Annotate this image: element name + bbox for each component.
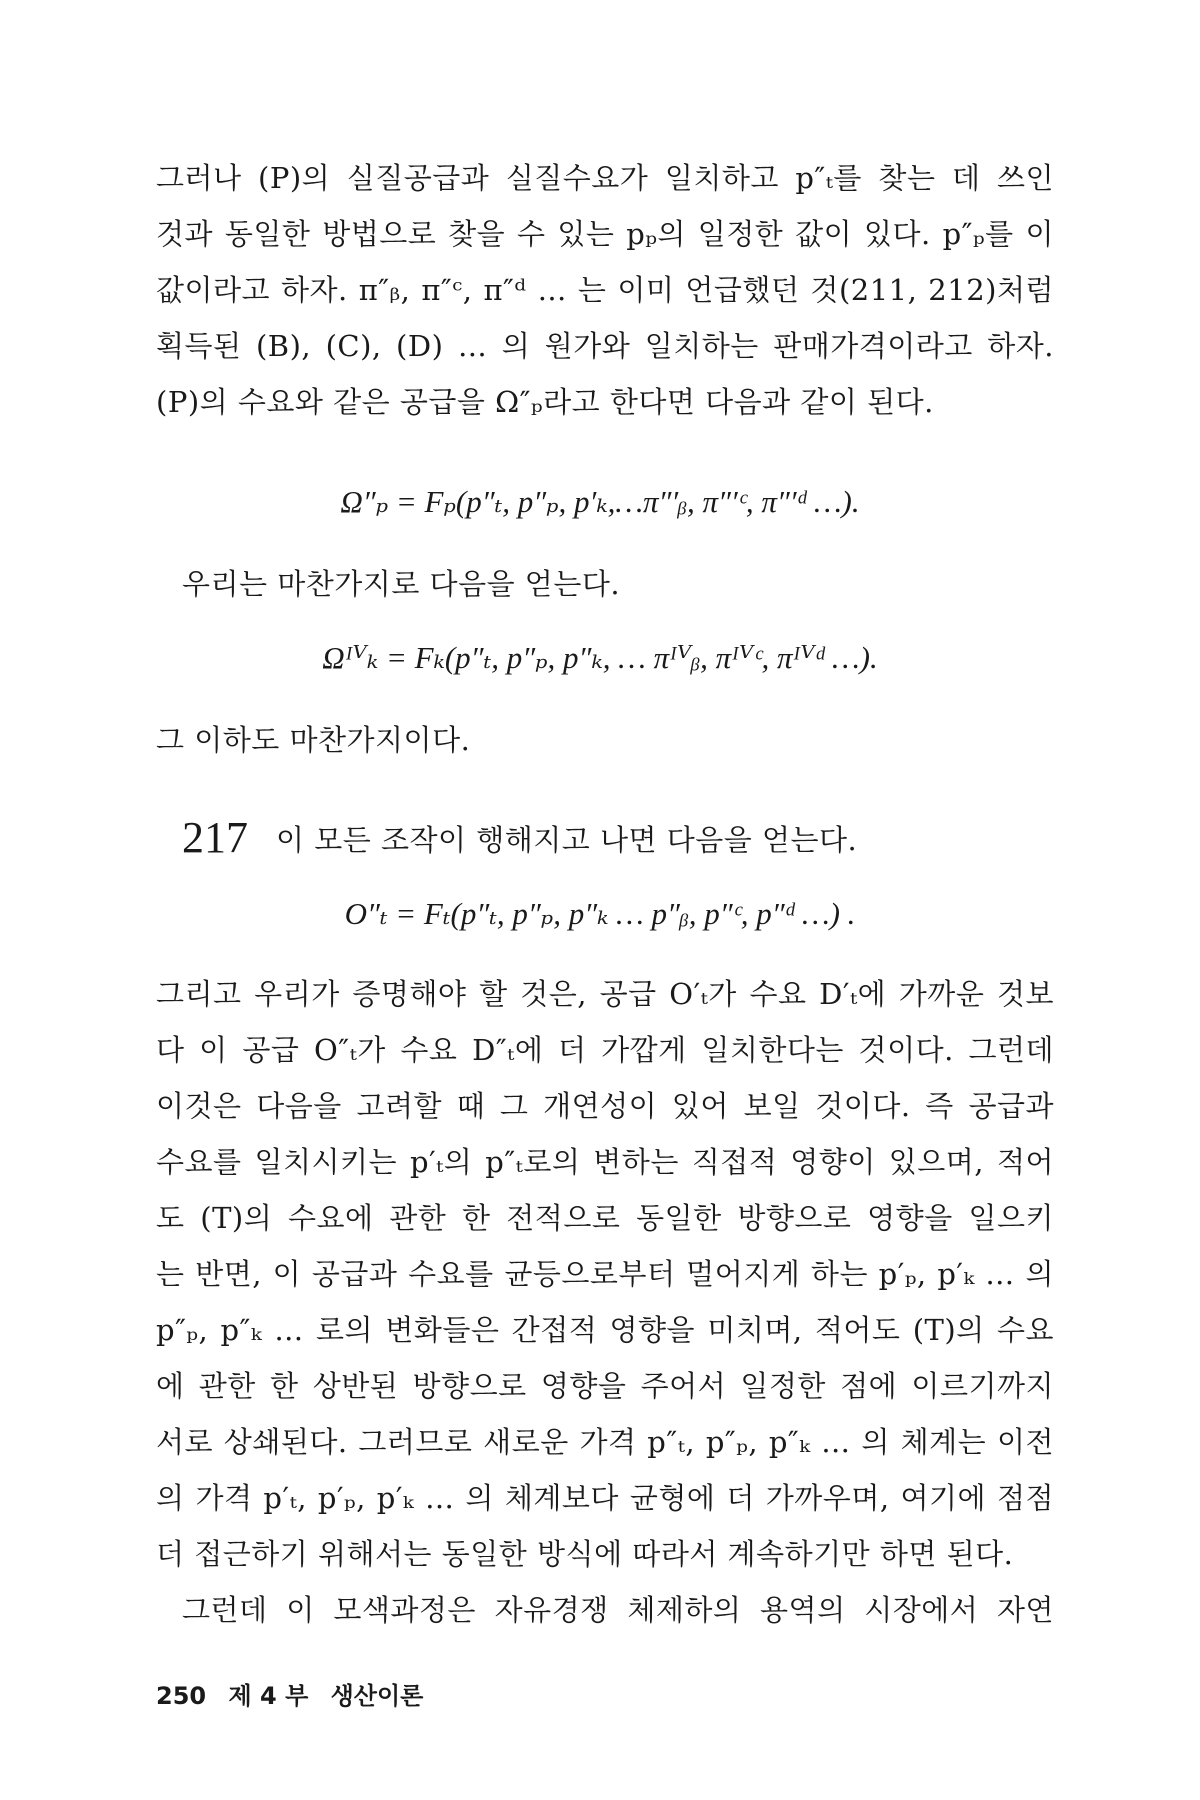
page-number: 250 [156, 1682, 207, 1710]
text-line: 도 (T)의 수요에 관한 한 전적으로 동일한 방향으로 영향을 일으키 [156, 1201, 1054, 1235]
text-line: 그런데 이 모색과정은 자유경쟁 체제하의 용역의 시장에서 자연 [182, 1593, 1054, 1627]
text-line: (P)의 수요와 같은 공급을 Ω″ₚ라고 한다면 다음과 같이 된다. [156, 385, 934, 419]
text-line: 는 반면, 이 공급과 수요를 균등으로부터 멀어지게 하는 p′ₚ, p′ₖ … 의 [156, 1257, 1054, 1291]
text-line: 수요를 일치시키는 p′ₜ의 p″ₜ로의 변하는 직접적 영향이 있으며, 적어 [156, 1145, 1054, 1179]
text-line: 우리는 마찬가지로 다음을 얻는다. [182, 567, 621, 601]
text-line: 의 가격 p′ₜ, p′ₚ, p′ₖ … 의 체계보다 균형에 더 가까우며, 여기에 점점 [156, 1481, 1054, 1515]
equation-omega-k: Ωᴵⱽₖ = Fₖ(p″ₜ, p″ₚ, p″ₖ, … πᴵⱽᵦ, πᴵⱽᶜ, πᴵⱽᵈ …). [322, 640, 878, 675]
paragraph-5 [182, 1582, 1054, 1638]
part-title: 생산이론 [330, 1682, 424, 1710]
part-label: 제 4 부 [228, 1682, 309, 1710]
text-line: 서로 상쇄된다. 그러므로 새로운 가격 p″ₜ, p″ₚ, p″ₖ … 의 체계는 이전 [156, 1425, 1054, 1459]
section-opening-text: 이 모든 조작이 행해지고 나면 다음을 얻는다. [276, 823, 858, 857]
text-line: 그리고 우리가 증명해야 할 것은, 공급 O′ₜ가 수요 D′ₜ에 가까운 것보 [156, 977, 1054, 1011]
paragraph-2 [182, 556, 1054, 612]
text-line: 더 접근하기 위해서는 동일한 방식에 따라서 계속하기만 하면 된다. [156, 1537, 1014, 1571]
equation-offer-t: O″ₜ = Fₜ(p″ₜ, p″ₚ, p″ₖ … p″ᵦ, p″ᶜ, p″ᵈ …) . [344, 896, 856, 931]
page-footer [156, 1676, 437, 1716]
paragraph-1 [156, 150, 1054, 430]
text-line: p″ₚ, p″ₖ … 로의 변화들은 간접적 영향을 미치며, 적어도 (T)의 수요 [156, 1313, 1054, 1347]
text-line: 획득된 (B), (C), (D) … 의 원가와 일치하는 판매가격이라고 하자. [156, 329, 1054, 363]
text-line: 에 관한 한 상반된 방향으로 영향을 주어서 일정한 점에 이르기까지 [156, 1369, 1054, 1403]
text-line: 이것은 다음을 고려할 때 그 개연성이 있어 보일 것이다. 즉 공급과 [156, 1089, 1054, 1123]
text-line: 그 이하도 마찬가지이다. [156, 723, 471, 757]
equation-omega-p: Ω″ₚ = Fₚ(p″ₜ, p″ₚ, p′ₖ,…π″′ᵦ, π″′ᶜ, π″′ᵈ …). [340, 484, 860, 519]
text-line: 그러나 (P)의 실질공급과 실질수요가 일치하고 p″ₜ를 찾는 데 쓰인 [156, 161, 1054, 195]
text-line: 것과 동일한 방법으로 찾을 수 있는 pₚ의 일정한 값이 있다. p″ₚ를 이 [156, 217, 1054, 251]
text-line: 값이라고 하자. π″ᵦ, π″ᶜ, π″ᵈ … 는 이미 언급했던 것(211, 212)처럼 [156, 273, 1054, 307]
paragraph-4 [156, 966, 1054, 1582]
text-line: 다 이 공급 O″ₜ가 수요 D″ₜ에 더 가깝게 일치한다는 것이다. 그런데 [156, 1033, 1054, 1067]
paragraph-3 [156, 712, 1054, 768]
section-number: 217 [182, 813, 248, 862]
